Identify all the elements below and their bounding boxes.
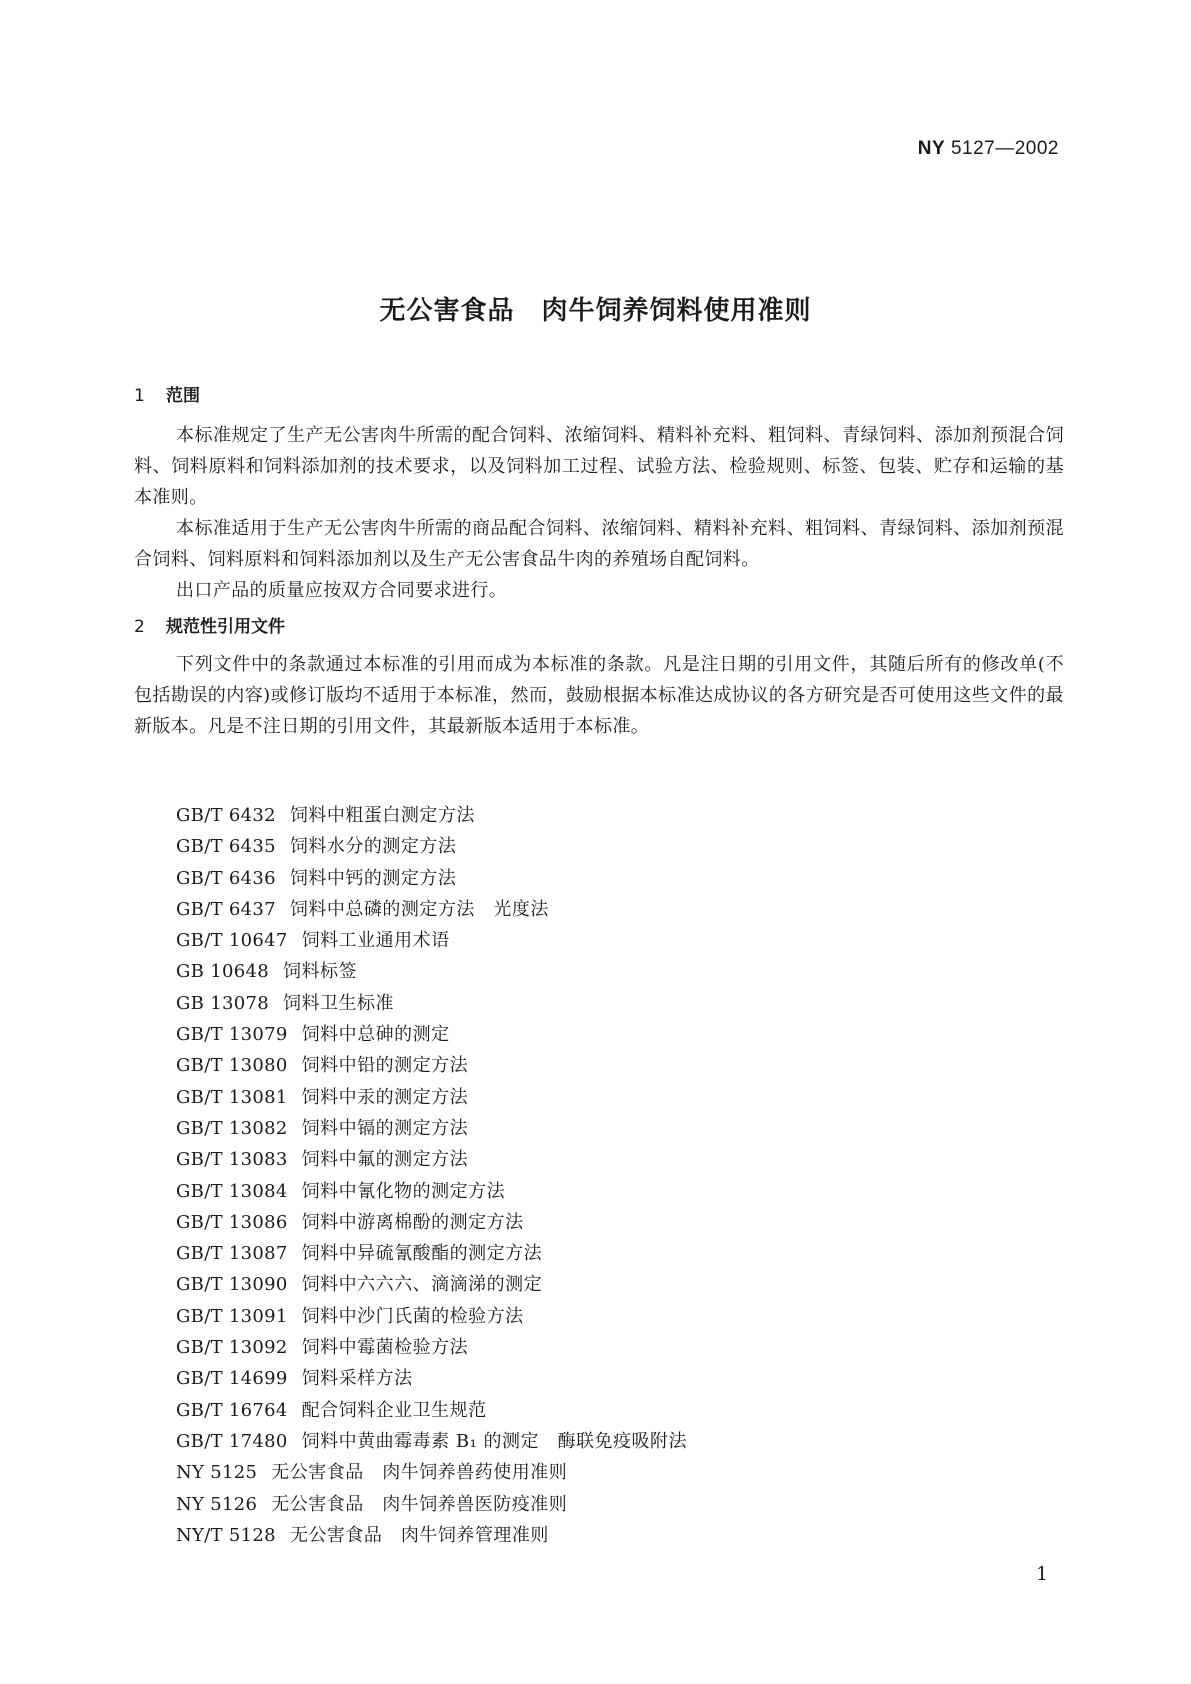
reference-code: GB/T 13092 — [176, 1337, 288, 1359]
reference-item — [176, 1457, 687, 1488]
reference-code: GB/T 6435 — [176, 836, 276, 858]
reference-code: GB/T 13084 — [176, 1180, 288, 1202]
scope-paragraph-1: 本标准规定了生产无公害肉牛所需的配合饲料、浓缩饲料、精料补充料、粗饲料、青绿饲料、添加剂预混合饲料、饲料原料和饲料添加剂的技术要求，以及饲料加工过程、试验方法、检验规则、标签、包装、贮存和运输的基本准则。 — [134, 425, 1064, 508]
reference-name: 饲料标签 — [283, 961, 357, 983]
reference-code: GB 10648 — [176, 961, 269, 983]
reference-code: NY 5125 — [176, 1462, 258, 1484]
reference-item — [176, 1269, 687, 1300]
reference-item — [176, 1301, 687, 1332]
reference-name: 饲料中异硫氰酸酯的测定方法 — [301, 1243, 543, 1265]
reference-name: 无公害食品 肉牛饲养兽药使用准则 — [271, 1462, 568, 1484]
reference-name: 饲料中铅的测定方法 — [301, 1055, 469, 1077]
reference-name: 饲料中总砷的测定 — [301, 1024, 450, 1046]
reference-name: 饲料中游离棉酚的测定方法 — [301, 1211, 524, 1233]
reference-list — [176, 800, 687, 1551]
reference-name: 饲料中氟的测定方法 — [301, 1149, 469, 1171]
reference-code: GB/T 14699 — [176, 1368, 288, 1390]
reference-name: 饲料中氰化物的测定方法 — [301, 1180, 506, 1202]
scope-paragraph-2: 本标准适用于生产无公害肉牛所需的商品配合饲料、浓缩饲料、精料补充料、粗饲料、青绿饲料、添加剂预混合饲料、饲料原料和饲料添加剂以及生产无公害食品牛肉的养殖场自配饲料。 — [134, 518, 1064, 570]
reference-item — [176, 988, 687, 1019]
reference-code: GB/T 17480 — [176, 1430, 288, 1452]
reference-name: 无公害食品 肉牛饲养兽医防疫准则 — [271, 1493, 568, 1515]
reference-name: 配合饲料企业卫生规范 — [301, 1399, 487, 1421]
reference-code: GB/T 13081 — [176, 1086, 288, 1108]
reference-item — [176, 1207, 687, 1238]
reference-name: 饲料中黄曲霉毒素 B₁ 的测定 酶联免疫吸附法 — [301, 1430, 688, 1452]
reference-code: GB/T 13087 — [176, 1243, 288, 1265]
reference-item — [176, 800, 687, 831]
page-number: 1 — [1036, 1563, 1049, 1585]
reference-name: 饲料卫生标准 — [283, 992, 394, 1014]
reference-code: GB/T 13083 — [176, 1149, 288, 1171]
reference-item — [176, 863, 687, 894]
reference-name: 饲料中粗蛋白测定方法 — [289, 805, 475, 826]
reference-name: 饲料采样方法 — [301, 1368, 413, 1390]
reference-name: 饲料中霉菌检验方法 — [301, 1337, 469, 1359]
standard-prefix: NY — [917, 138, 946, 159]
reference-name: 饲料中六六六、滴滴涕的测定 — [301, 1274, 543, 1296]
reference-code: GB/T 6432 — [176, 805, 276, 826]
reference-name: 饲料中总磷的测定方法 光度法 — [289, 898, 549, 920]
reference-item — [176, 831, 687, 862]
reference-code: GB 13078 — [176, 992, 269, 1014]
reference-item — [176, 1176, 687, 1207]
reference-name: 饲料中沙门氏菌的检验方法 — [301, 1305, 524, 1327]
reference-item — [176, 1113, 687, 1144]
reference-item — [176, 894, 687, 925]
reference-item — [176, 956, 687, 987]
scope-paragraph-3: 出口产品的质量应按双方合同要求进行。 — [176, 580, 508, 601]
section-2-number: 2 — [134, 617, 145, 637]
reference-item — [176, 1489, 687, 1520]
section-2-heading — [134, 612, 285, 637]
reference-code: GB/T 13090 — [176, 1274, 288, 1296]
reference-item — [176, 1395, 687, 1426]
reference-item — [176, 1426, 687, 1457]
reference-code: GB/T 10647 — [176, 930, 288, 952]
reference-code: NY/T 5128 — [176, 1524, 276, 1546]
reference-item — [176, 1144, 687, 1175]
standard-code: 5127—2002 — [950, 138, 1059, 159]
reference-item — [176, 1332, 687, 1363]
reference-code: GB/T 6437 — [176, 898, 276, 920]
reference-code: GB/T 13080 — [176, 1055, 288, 1077]
reference-code: GB/T 13082 — [176, 1117, 288, 1139]
reference-item — [176, 1238, 687, 1269]
reference-code: GB/T 6436 — [176, 867, 276, 889]
reference-name: 饲料中汞的测定方法 — [301, 1086, 469, 1108]
reference-item — [176, 1520, 687, 1551]
section-1-heading — [134, 381, 200, 406]
reference-code: GB/T 13091 — [176, 1305, 288, 1327]
reference-name: 饲料水分的测定方法 — [289, 836, 457, 858]
section-2-title: 规范性引用文件 — [166, 617, 285, 637]
reference-code: NY 5126 — [176, 1493, 258, 1515]
reference-item — [176, 1082, 687, 1113]
reference-item — [176, 1050, 687, 1081]
document-title: 无公害食品 肉牛饲养饲料使用准则 — [379, 296, 812, 326]
reference-name: 无公害食品 肉牛饲养管理准则 — [289, 1524, 549, 1546]
section-1-title: 范围 — [166, 386, 200, 406]
reference-item — [176, 925, 687, 956]
reference-code: GB/T 13079 — [176, 1024, 288, 1046]
reference-code: GB/T 13086 — [176, 1211, 288, 1233]
reference-item — [176, 1363, 687, 1394]
standard-number — [918, 138, 1059, 160]
reference-item — [176, 1019, 687, 1050]
references-intro: 下列文件中的条款通过本标准的引用而成为本标准的条款。凡是注日期的引用文件，其随后所有的修改单(不包括勘误的内容)或修订版均不适用于本标准，然而，鼓励根据本标准达成协议的各方研究是否可使用这些文件的最新版本。凡是不注日期的引用文件，其最新版本适用于本标准。 — [134, 654, 1064, 737]
reference-name: 饲料工业通用术语 — [301, 930, 450, 952]
reference-code: GB/T 16764 — [176, 1399, 288, 1421]
section-1-number: 1 — [134, 386, 145, 406]
reference-name: 饲料中镉的测定方法 — [301, 1117, 469, 1139]
reference-name: 饲料中钙的测定方法 — [289, 867, 457, 889]
